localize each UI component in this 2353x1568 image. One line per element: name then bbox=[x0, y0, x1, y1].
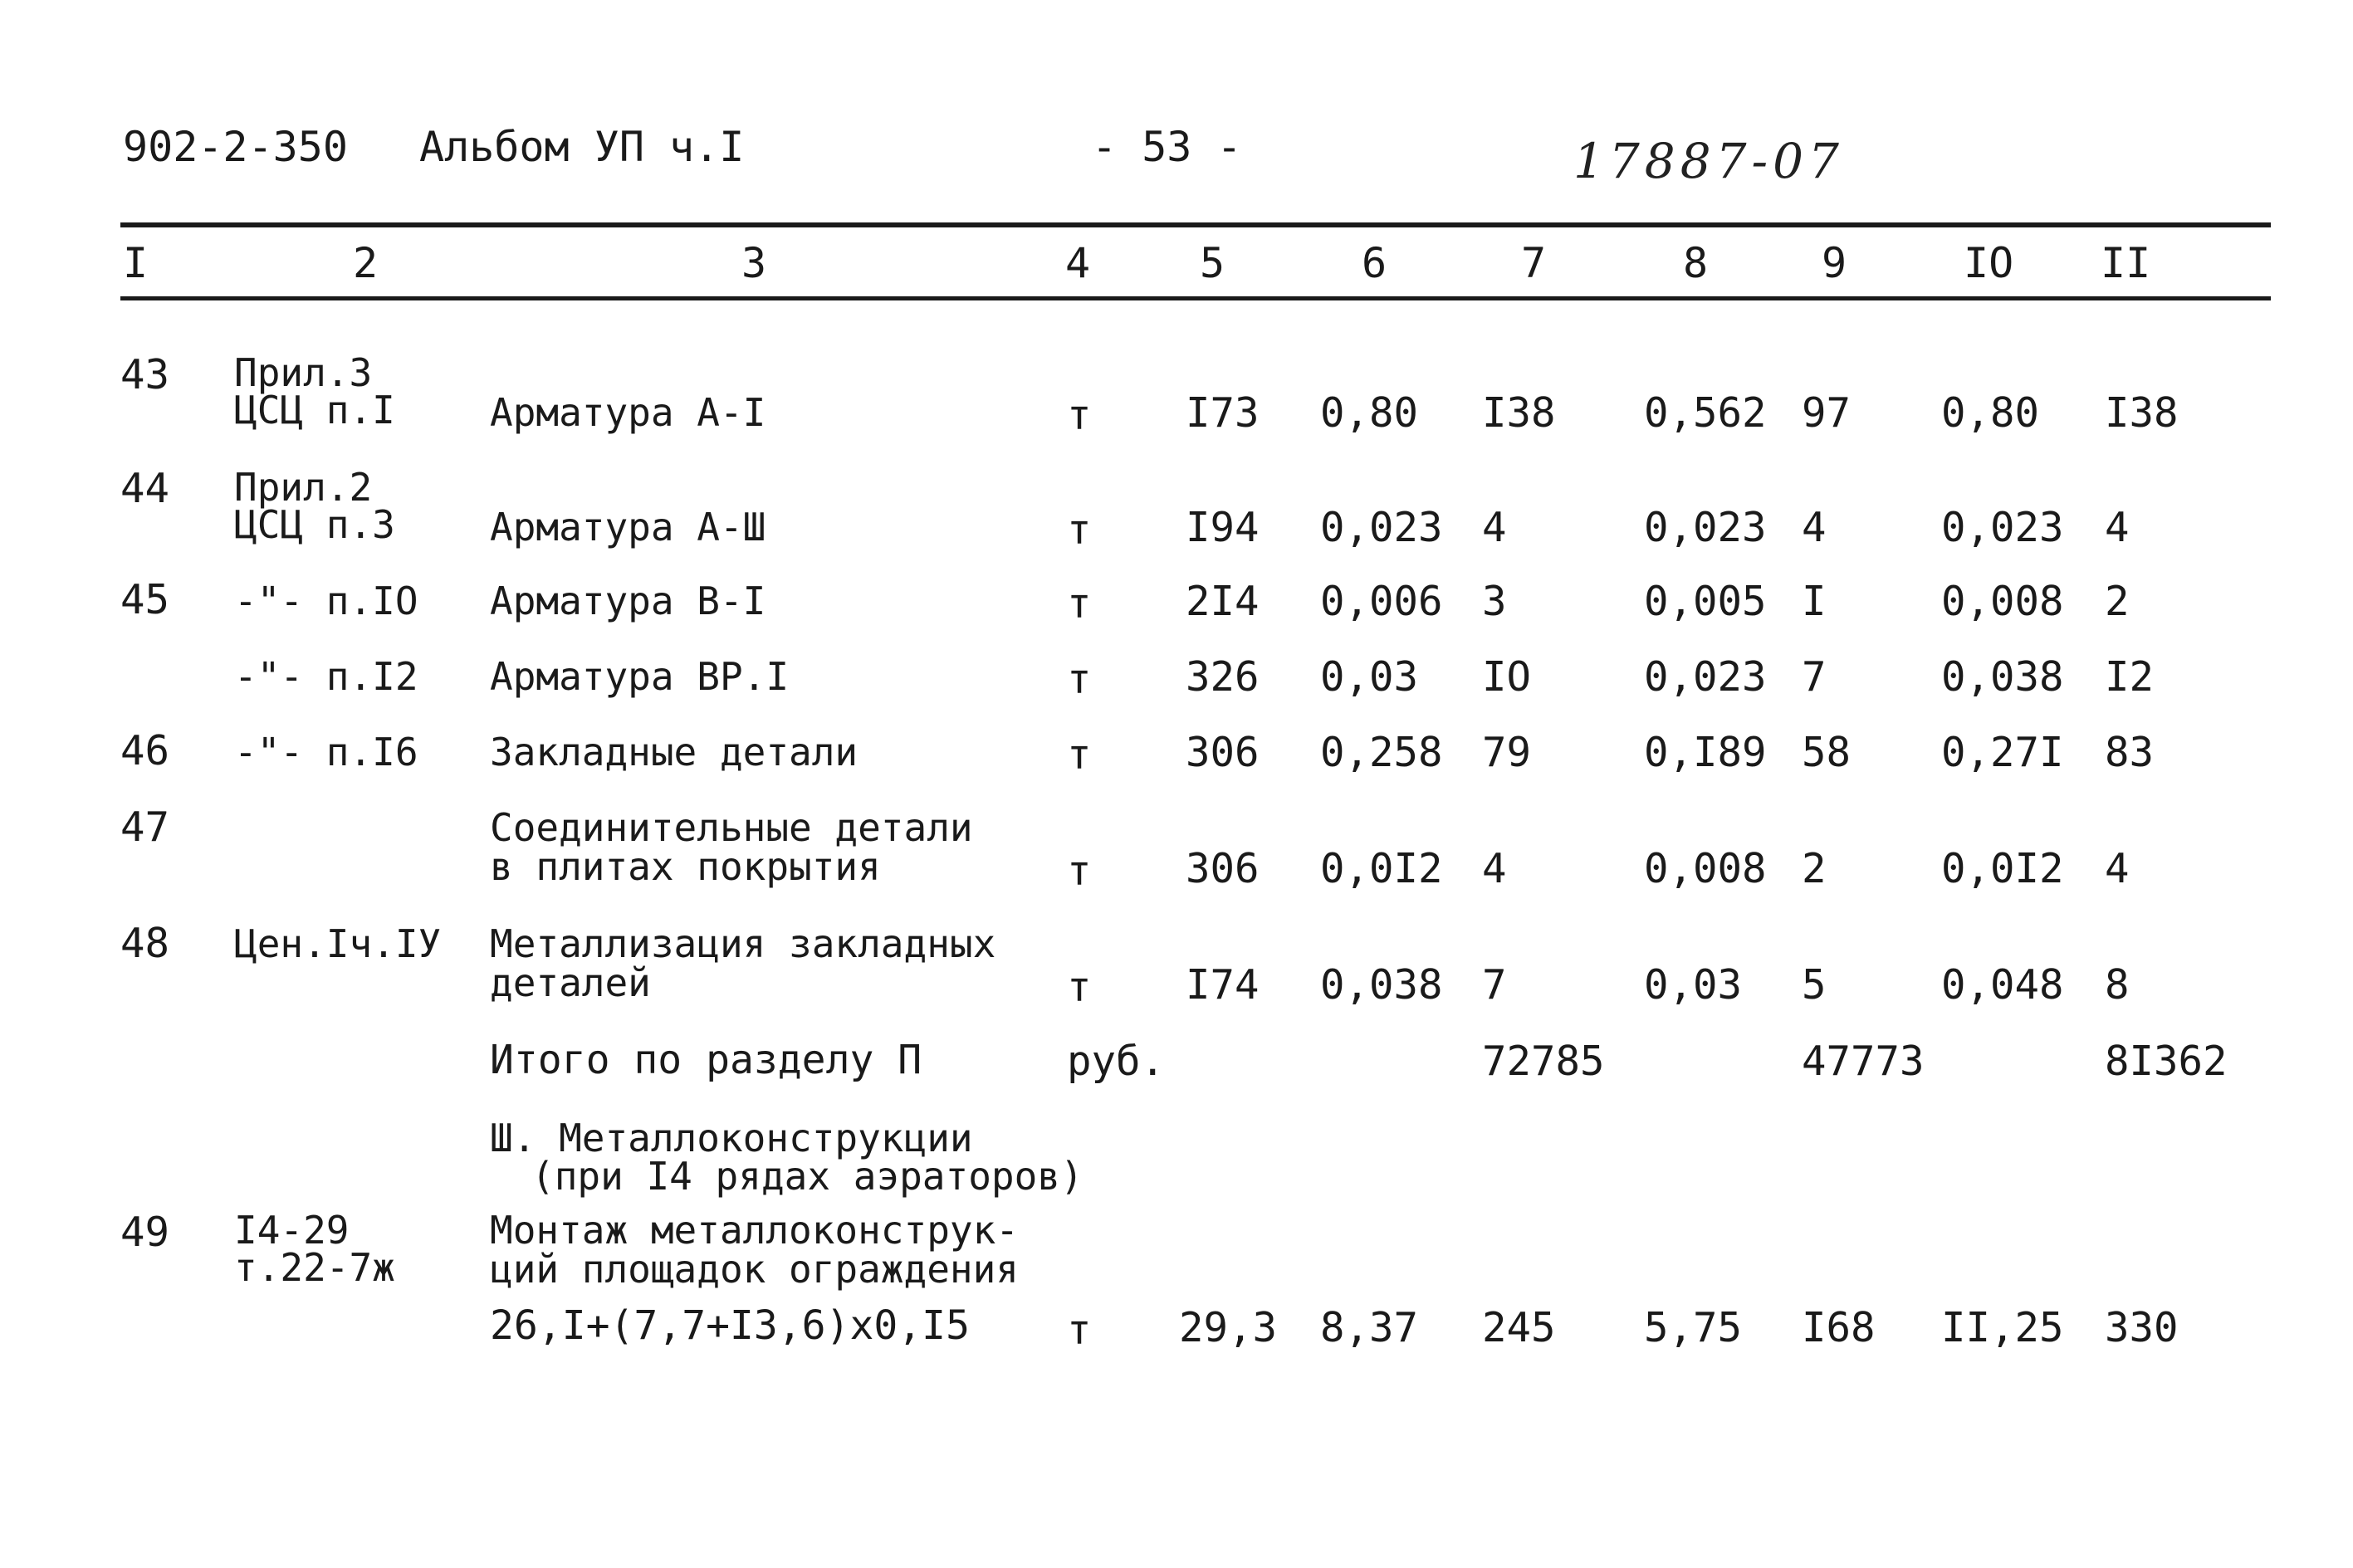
row-col8: 0,023 bbox=[1644, 653, 1767, 701]
column-header-10: IO bbox=[1964, 239, 2014, 287]
row-col11: 4 bbox=[2105, 845, 2130, 892]
row-col11: 83 bbox=[2105, 729, 2155, 776]
row-unit: т bbox=[1067, 656, 1092, 703]
row-number: 44 bbox=[120, 465, 170, 512]
row-col11: 4 bbox=[2105, 504, 2130, 551]
row-reference: ЦСЦ п.3 bbox=[234, 502, 395, 547]
row-unit: т bbox=[1067, 392, 1092, 439]
row-col8: 0,562 bbox=[1644, 389, 1767, 437]
row-col9: 58 bbox=[1802, 729, 1852, 776]
row-col7: 4 bbox=[1482, 504, 1507, 551]
row-col9: 7 bbox=[1802, 653, 1827, 701]
row-description: Монтаж металлоконструк- bbox=[490, 1208, 1019, 1253]
row-number: 45 bbox=[120, 576, 170, 623]
row-col5: I74 bbox=[1186, 961, 1260, 1009]
row-col11: 2 bbox=[2105, 578, 2130, 625]
row-col5: 29,3 bbox=[1179, 1304, 1278, 1351]
total-unit: руб. bbox=[1067, 1038, 1166, 1085]
row-col6: 0,023 bbox=[1320, 504, 1443, 551]
row-col6: 0,258 bbox=[1320, 729, 1443, 776]
row-number: 46 bbox=[120, 727, 170, 774]
row-col5: I94 bbox=[1186, 504, 1260, 551]
row-description: Арматура А-I bbox=[490, 390, 766, 435]
column-header-6: 6 bbox=[1362, 239, 1387, 287]
row-reference: -"- п.I6 bbox=[234, 730, 418, 774]
row-description: деталей bbox=[490, 960, 651, 1005]
row-col7: I38 bbox=[1482, 389, 1556, 437]
row-col5: 2I4 bbox=[1186, 578, 1260, 625]
row-col10: 0,038 bbox=[1941, 653, 2064, 701]
row-col6: 0,80 bbox=[1320, 389, 1419, 437]
column-header-4: 4 bbox=[1065, 239, 1091, 287]
column-header-7: 7 bbox=[1521, 239, 1547, 287]
row-col7: 79 bbox=[1482, 729, 1532, 776]
page-number: - 53 - bbox=[1092, 123, 1242, 171]
row-col10: 0,048 bbox=[1941, 961, 2064, 1009]
row-col9: I bbox=[1802, 578, 1827, 625]
row-reference: т.22-7ж bbox=[234, 1245, 395, 1290]
column-header-5: 5 bbox=[1200, 239, 1225, 287]
row-unit: т bbox=[1067, 848, 1092, 895]
row-col6: 0,038 bbox=[1320, 961, 1443, 1009]
row-unit: т bbox=[1067, 1307, 1092, 1354]
row-reference: Цен.Iч.IУ bbox=[234, 921, 442, 966]
row-description: Соединительные детали bbox=[490, 805, 973, 850]
row-col9: I68 bbox=[1802, 1304, 1876, 1351]
row-description: ций площадок ограждения bbox=[490, 1247, 1019, 1292]
row-number: 47 bbox=[120, 804, 170, 851]
row-description: Арматура В-I bbox=[490, 579, 766, 623]
row-description: Арматура А-Ш bbox=[490, 505, 766, 550]
row-col10: 0,27I bbox=[1941, 729, 2064, 776]
row-unit: т bbox=[1067, 964, 1092, 1011]
row-reference: ЦСЦ п.I bbox=[234, 388, 395, 432]
table-header-rule bbox=[120, 296, 2271, 300]
row-col9: 97 bbox=[1802, 389, 1852, 437]
row-unit: т bbox=[1067, 580, 1092, 628]
row-col8: 0,023 bbox=[1644, 504, 1767, 551]
row-col7: 7 bbox=[1482, 961, 1507, 1009]
section-heading: Ш. Металлоконструкции bbox=[490, 1116, 973, 1160]
row-col7: 245 bbox=[1482, 1304, 1556, 1351]
row-col6: 8,37 bbox=[1320, 1304, 1419, 1351]
row-description: Закладные детали bbox=[490, 730, 859, 774]
row-col8: 0,005 bbox=[1644, 578, 1767, 625]
row-reference: Прил.3 bbox=[234, 350, 373, 395]
row-description: Арматура ВР.I bbox=[490, 654, 790, 699]
row-col5: I73 bbox=[1186, 389, 1260, 437]
total-col11: 8I362 bbox=[2105, 1038, 2228, 1085]
row-col5: 306 bbox=[1186, 729, 1260, 776]
row-col9: 4 bbox=[1802, 504, 1827, 551]
row-col10: 0,008 bbox=[1941, 578, 2064, 625]
column-header-3: 3 bbox=[741, 239, 767, 287]
row-col10: 0,0I2 bbox=[1941, 845, 2064, 892]
album-label: Альбом УП ч.I bbox=[419, 123, 745, 171]
section-subheading: (при I4 рядах аэраторов) bbox=[531, 1154, 1084, 1199]
document-code: 902-2-350 bbox=[123, 123, 348, 171]
row-col6: 0,006 bbox=[1320, 578, 1443, 625]
column-header-2: 2 bbox=[353, 239, 379, 287]
row-number: 43 bbox=[120, 351, 170, 398]
row-number: 49 bbox=[120, 1209, 170, 1256]
row-description: в плитах покрытия bbox=[490, 844, 881, 889]
row-col7: 3 bbox=[1482, 578, 1507, 625]
row-col9: 2 bbox=[1802, 845, 1827, 892]
column-header-9: 9 bbox=[1822, 239, 1847, 287]
row-reference: -"- п.IO bbox=[234, 579, 418, 623]
row-col8: 5,75 bbox=[1644, 1304, 1743, 1351]
row-number: 48 bbox=[120, 920, 170, 967]
row-col10: 0,023 bbox=[1941, 504, 2064, 551]
row-formula: 26,I+(7,7+I3,6)х0,I5 bbox=[490, 1302, 970, 1349]
column-header-1: I bbox=[123, 239, 149, 287]
row-reference: Прил.2 bbox=[234, 465, 373, 510]
row-description: Металлизация закладных bbox=[490, 921, 996, 966]
row-col11: I2 bbox=[2105, 653, 2155, 701]
handwritten-number: 17887-07 bbox=[1573, 133, 1844, 189]
row-col10: 0,80 bbox=[1941, 389, 2040, 437]
row-unit: т bbox=[1067, 731, 1092, 779]
row-col5: 326 bbox=[1186, 653, 1260, 701]
column-header-11: II bbox=[2101, 239, 2151, 287]
total-col9: 47773 bbox=[1802, 1038, 1925, 1085]
row-reference: I4-29 bbox=[234, 1208, 350, 1253]
row-col8: 0,03 bbox=[1644, 961, 1743, 1009]
column-header-8: 8 bbox=[1683, 239, 1709, 287]
row-reference: -"- п.I2 bbox=[234, 654, 418, 699]
row-col7: 4 bbox=[1482, 845, 1507, 892]
row-col11: 8 bbox=[2105, 961, 2130, 1009]
row-unit: т bbox=[1067, 506, 1092, 554]
total-col7: 72785 bbox=[1482, 1038, 1605, 1085]
row-col8: 0,008 bbox=[1644, 845, 1767, 892]
row-col10: II,25 bbox=[1941, 1304, 2064, 1351]
table-top-rule bbox=[120, 222, 2271, 227]
row-col7: IO bbox=[1482, 653, 1532, 701]
total-label: Итого по разделу П bbox=[490, 1037, 922, 1083]
row-col8: 0,I89 bbox=[1644, 729, 1767, 776]
row-col11: I38 bbox=[2105, 389, 2179, 437]
row-col6: 0,0I2 bbox=[1320, 845, 1443, 892]
row-col11: 330 bbox=[2105, 1304, 2179, 1351]
row-col5: 306 bbox=[1186, 845, 1260, 892]
row-col9: 5 bbox=[1802, 961, 1827, 1009]
row-col6: 0,03 bbox=[1320, 653, 1419, 701]
